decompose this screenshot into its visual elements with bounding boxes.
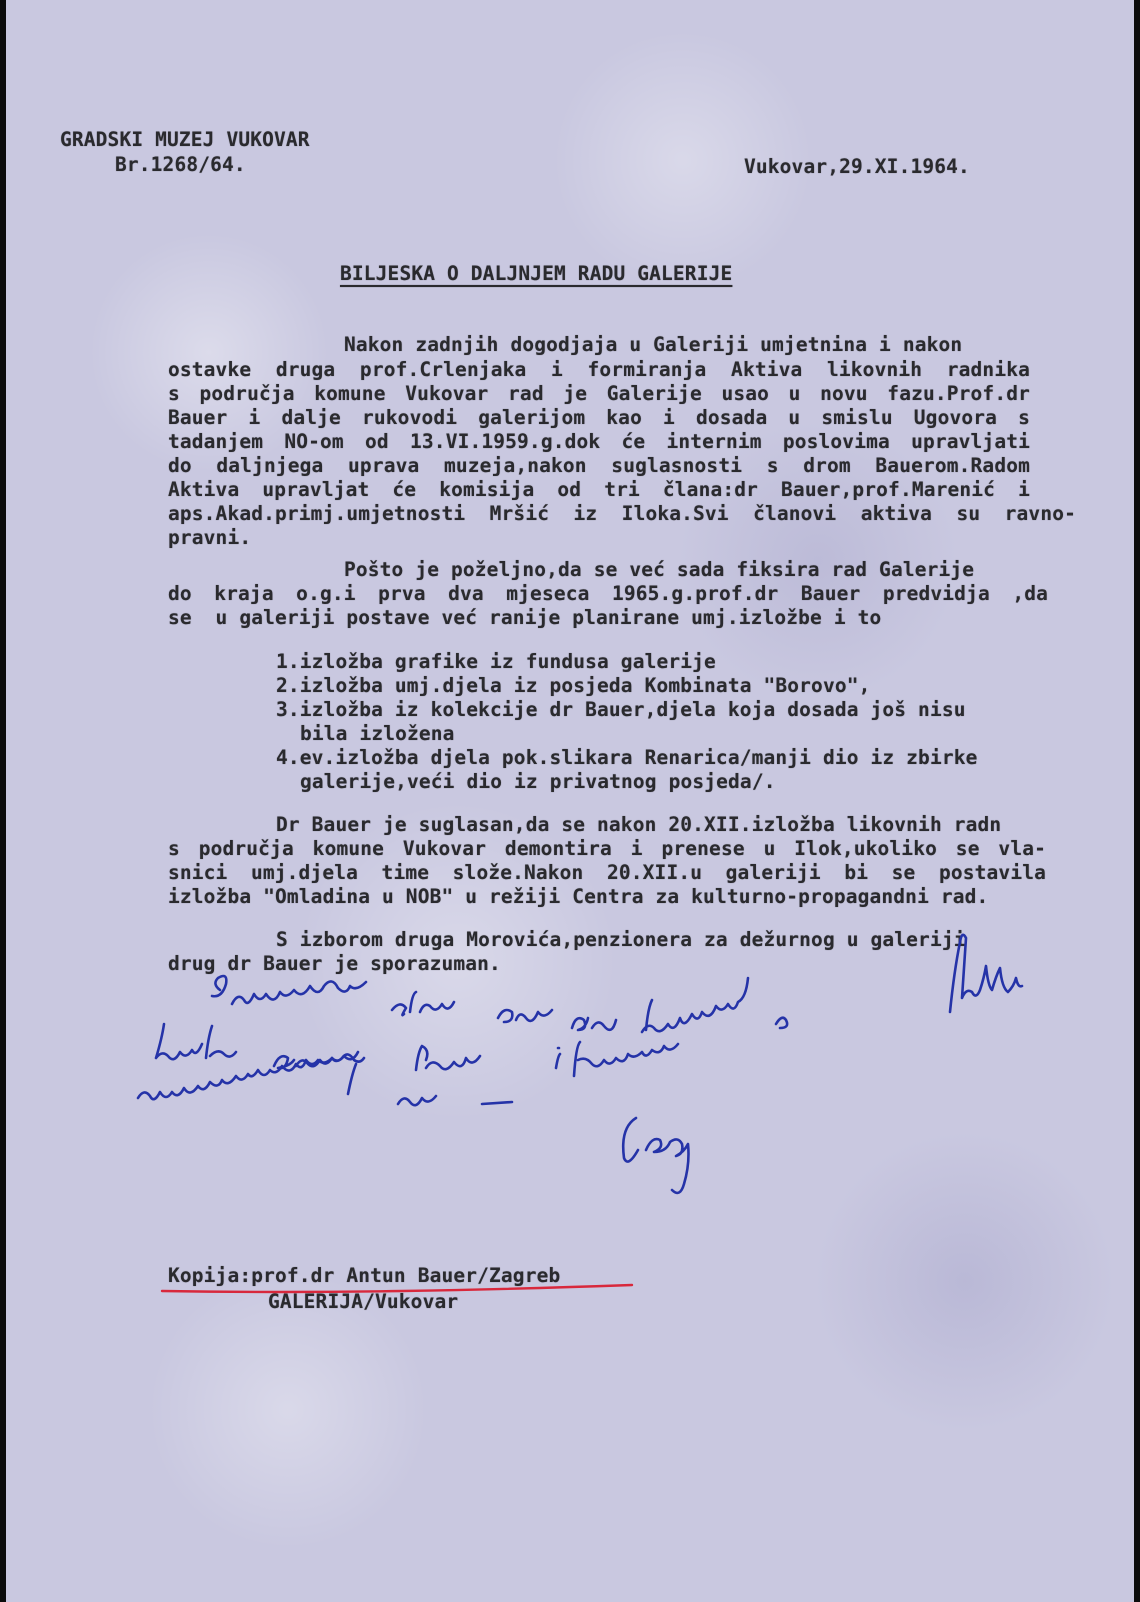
text-line: s područja komune Vukovar rad je Galerije usao u novu fazu.Prof.dr [168,382,1030,405]
list-item: 2.izložba umj.djela iz posjeda Kombinata "Borovo", [276,674,871,697]
text-line: pravni. [168,526,252,549]
text-line: aps.Akad.primj.umjetnosti Mršić iz Iloka.Svi članovi aktiva su ravno- [168,502,1076,525]
copy-to-recipient: Kopija:prof.dr Antun Bauer/Zagreb [168,1264,561,1287]
text-line: S izborom druga Morovića,penzionera za dežurnog u galeriji [276,928,966,951]
reference-number: Br.1268/64. [115,153,246,176]
text-line: Dr Bauer je suglasan,da se nakon 20.XII.izložba likovnih radn [276,813,1002,836]
list-item: 3.izložba iz kolekcije dr Bauer,djela koja dosada još nisu [276,698,966,721]
copy-to-second-recipient: GALERIJA/Vukovar [268,1290,459,1313]
list-item: 1.izložba grafike iz fundusa galerije [276,650,716,673]
text-line: tadanjem NO-om od 13.VI.1959.g.dok će internim poslovima upravljati [168,430,1030,453]
text-line: do kraja o.g.i prva dva mjeseca 1965.g.prof.dr Bauer predvidja ,da [168,582,1048,605]
document-page [6,0,1134,1602]
red-pencil-underline [6,0,1134,1602]
text-line: Pošto je poželjno,da se već sada fiksira rad Galerije [344,558,975,581]
document-title: BILJESKA O DALJNJEM RADU GALERIJE [340,262,733,285]
text-line: Nakon zadnjih dogodjaja u Galeriji umjetnina i nakon [344,333,963,356]
text-line: do daljnjega uprava muzeja,nakon suglasnosti s drom Bauerom.Radom [168,454,1030,477]
text-line: s područja komune Vukovar demontira i prenese u Ilok,ukoliko se vla- [168,837,1046,860]
list-item-continuation: galerije,veći dio iz privatnog posjeda/. [300,770,776,793]
place-and-date: Vukovar,29.XI.1964. [744,155,970,178]
list-item-continuation: bila izložena [300,722,455,745]
text-line: drug dr Bauer je sporazuman. [168,952,501,975]
text-line: Aktiva upravljat će komisija od tri člana:dr Bauer,prof.Marenić i [168,478,1030,501]
institution-name: GRADSKI MUZEJ VUKOVAR [60,128,310,151]
text-line: se u galeriji postave već ranije planirane umj.izložbe i to [168,606,882,629]
text-line: izložba "Omladina u NOB" u režiji Centra za kulturno-propagandni rad. [168,885,989,908]
text-line: Bauer i dalje rukovodi galerijom kao i dosada u smislu Ugovora s [168,406,1030,429]
list-item: 4.ev.izložba djela pok.slikara Renarica/manji dio iz zbirke [276,746,978,769]
text-line: ostavke druga prof.Crlenjaka i formiranja Aktiva likovnih radnika [168,358,1030,381]
text-line: snici umj.djela time slože.Nakon 20.XII.u galeriji bi se postavila [168,861,1046,884]
